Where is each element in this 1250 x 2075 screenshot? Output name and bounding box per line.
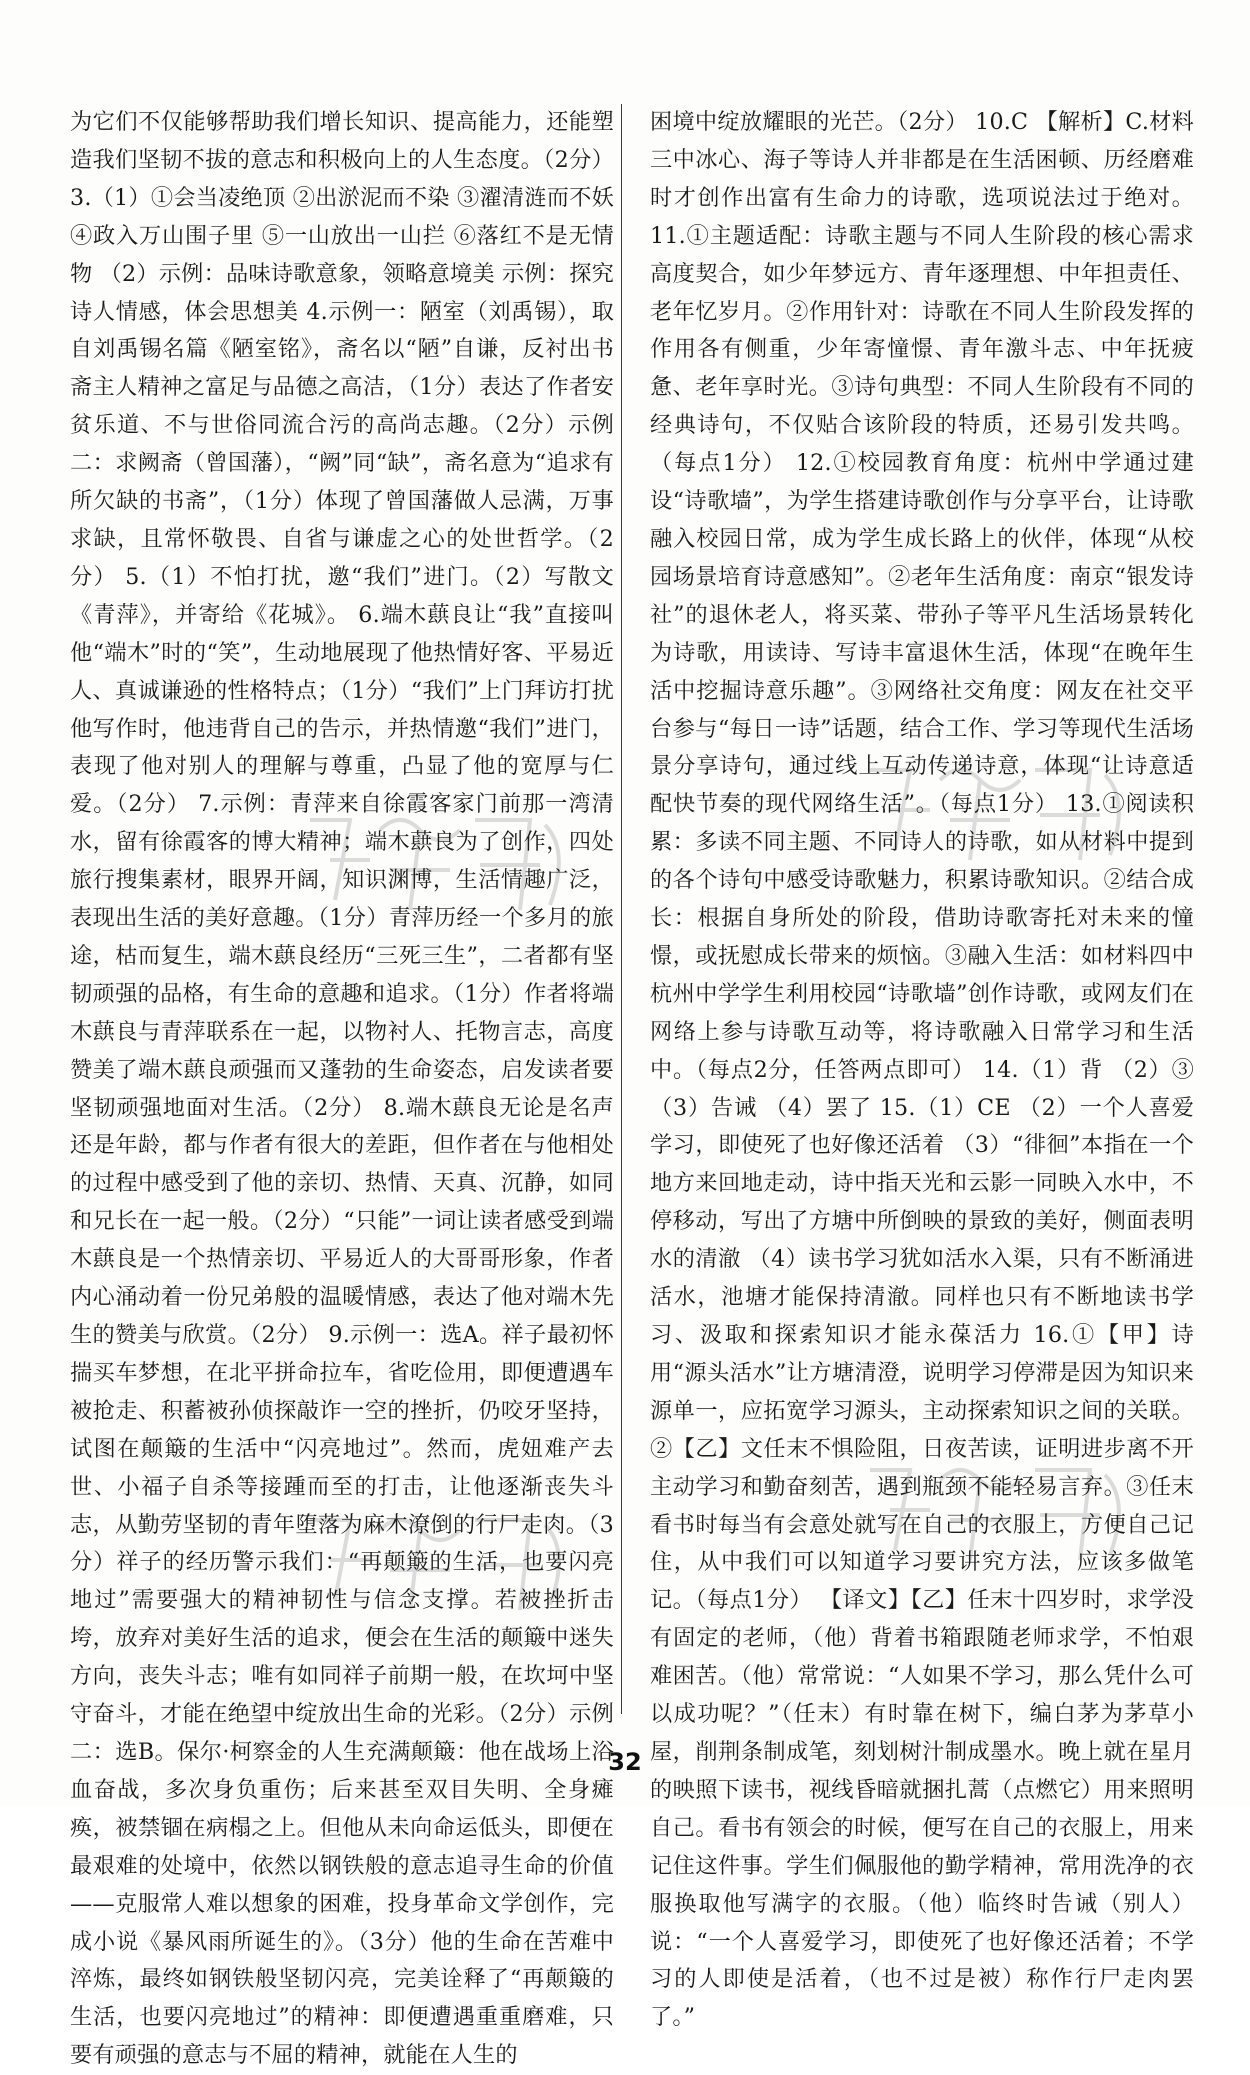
- right-column: [650, 104, 1194, 2031]
- left-column: [70, 104, 614, 2069]
- left-column-text: 为它们不仅能够帮助我们增长知识、提高能力，还能塑造我们坚韧不拔的意志和积极向上的人生态度。（2分） 3.（1）①会当凌绝顶 ②出淤泥而不染 ③濯清涟而不妖 ④政入万山围子里 ⑤一山放出一山拦 ⑥落红不是无情物 （2）示例：品味诗歌意象，领略意境美 示例：探究诗人情感，体会思想美 4.示例一：陋室（刘禹锡），取自刘禹锡名篇《陋室铭》，斋名以“陋”自谦，反衬出书斋主人精神之富足与品德之高洁，（1分）表达了作者安贫乐道、不与世俗同流合污的高尚志趣。（2分）示例二：求阙斋（曾国藩），“阙”同“缺”，斋名意为“追求有所欠缺的书斋”，（1分）体现了曾国藩做人忌满，万事求缺，且常怀敬畏、自省与谦虚之心的处世哲学。（2分） 5.（1）不怕打扰，邀“我们”进门。（2）写散文《青萍》，并寄给《花城》。 6.端木蕻良让“我”直接叫他“端木”时的“笑”，生动地展现了他热情好客、平易近人、真诚谦逊的性格特点；（1分）“我们”上门拜访打扰他写作时，他违背自己的告示，并热情邀“我们”进门，表现了他对别人的理解与尊重，凸显了他的宽厚与仁爱。（2分） 7.示例：青萍来自徐霞客家门前那一湾清水，留有徐霞客的博大精神；端木蕻良为了创作，四处旅行搜集素材，眼界开阔，知识渊博，生活情趣广泛，表现出生活的美好意趣。（1分）青萍历经一个多月的旅途，枯而复生，端木蕻良经历“三死三生”，二者都有坚韧顽强的品格，有生命的意趣和追求。（1分）作者将端木蕻良与青萍联系在一起，以物衬人、托物言志，高度赞美了端木蕻良顽强而又蓬勃的生命姿态，启发读者要坚韧顽强地面对生活。（2分） 8.端木蕻良无论是名声还是年龄，都与作者有很大的差距，但作者在与他相处的过程中感受到了他的亲切、热情、天真、沉静，如同和兄长在一起一般。（2分）“只能”一词让读者感受到端木蕻良是一个热情亲切、平易近人的大哥哥形象，作者内心涌动着一份兄弟般的温暖情感，表达了他对端木先生的赞美与欣赏。（2分） 9.示例一：选A。祥子最初怀揣买车梦想，在北平拼命拉车，省吃俭用，即便遭遇车被抢走、积蓄被孙侦探敲诈一空的挫折，仍咬牙坚持，试图在颠簸的生活中“闪亮地过”。然而，虎妞难产去世、小福子自杀等接踵而至的打击，让他逐渐丧失斗志，从勤劳坚韧的青年堕落为麻木潦倒的行尸走肉。（3分）祥子的经历警示我们：“再颠簸的生活，也要闪亮地过”需要强大的精神韧性与信念支撑。若被挫折击垮，放弃对美好生活的追求，便会在生活的颠簸中迷失方向，丧失斗志；唯有如同祥子前期一般，在坎坷中坚守奋斗，才能在绝望中绽放出生命的光彩。（2分）示例二：选B。保尔·柯察金的人生充满颠簸：他在战场上浴血奋战，多次身负重伤；后来甚至双目失明、全身瘫痪，被禁锢在病榻之上。但他从未向命运低头，即便在最艰难的处境中，依然以钢铁般的意志追寻生命的价值——克服常人难以想象的困难，投身革命文学创作，完成小说《暴风雨所诞生的》。（3分）他的生命在苦难中淬炼，最终如钢铁般坚韧闪亮，完美诠释了“再颠簸的生活，也要闪亮地过”的精神：即便遭遇重重磨难，只要有顽强的意志与不屈的精神，就能在人生的: [70, 109, 614, 2069]
- right-column-text: 困境中绽放耀眼的光芒。（2分） 10.C 【解析】C.材料三中冰心、海子等诗人并非都是在生活困顿、历经磨难时才创作出富有生命力的诗歌，选项说法过于绝对。 11.①主题适配：诗歌主题与不同人生阶段的核心需求高度契合，如少年梦远方、青年逐理想、中年担责任、老年忆岁月。②作用针对：诗歌在不同人生阶段发挥的作用各有侧重，少年寄憧憬、青年激斗志、中年抚疲惫、老年享时光。③诗句典型：不同人生阶段有不同的经典诗句，不仅贴合该阶段的特质，还易引发共鸣。（每点1分） 12.①校园教育角度：杭州中学通过建设“诗歌墙”，为学生搭建诗歌创作与分享平台，让诗歌融入校园日常，成为学生成长路上的伙伴，体现“从校园场景培育诗意感知”。②老年生活角度：南京“银发诗社”的退休老人，将买菜、带孙子等平凡生活场景转化为诗歌，用读诗、写诗丰富退休生活，体现“在晚年生活中挖掘诗意乐趣”。③网络社交角度：网友在社交平台参与“每日一诗”话题，结合工作、学习等现代生活场景分享诗句，通过线上互动传递诗意，体现“让诗意适配快节奏的现代网络生活”。（每点1分） 13.①阅读积累：多读不同主题、不同诗人的诗歌，如从材料中提到的各个诗句中感受诗歌魅力，积累诗歌知识。②结合成长：根据自身所处的阶段，借助诗歌寄托对未来的憧憬，或抚慰成长带来的烦恼。③融入生活：如材料四中杭州中学学生利用校园“诗歌墙”创作诗歌，或网友们在网络上参与诗歌互动等，将诗歌融入日常学习和生活中。（每点2分，任答两点即可） 14.（1）背 （2）③ （3）告诫 （4）罢了 15.（1）CE （2）一个人喜爱学习，即使死了也好像还活着 （3）“徘徊”本指在一个地方来回地走动，诗中指天光和云影一同映入水中，不停移动，写出了方塘中所倒映的景致的美好，侧面表明水的清澈 （4）读书学习犹如活水入渠，只有不断涌进活水，池塘才能保持清澈。同样也只有不断地读书学习、汲取和探索知识才能永葆活力 16.①【甲】诗用“源头活水”让方塘清澄，说明学习停滞是因为知识来源单一，应拓宽学习源头，主动探索知识之间的关联。②【乙】文任末不惧险阻，日夜苦读，证明进步离不开主动学习和勤奋刻苦，遇到瓶颈不能轻易言弃。③任末看书时每当有会意处就写在自己的衣服上，方便自己记住，从中我们可以知道学习要讲究方法，应该多做笔记。（每点1分） 【译文】【乙】任末十四岁时，求学没有固定的老师，（他）背着书箱跟随老师求学，不怕艰难困苦。（他）常常说：“人如果不学习，那么凭什么可以成功呢？”（任末）有时靠在树下，编白茅为茅草小屋，削荆条制成笔，刻划树汁制成墨水。晚上就在星月的映照下读书，视线昏暗就捆扎蒿（点燃它）用来照明自己。看书有领会的时候，便写在自己的衣服上，用来记住这件事。学生们佩服他的勤学精神，常用洗净的衣服换取他写满字的衣服。（他）临终时告诫（别人）说：“一个人喜爱学习，即使死了也好像还活着；不学习的人即使是活着，（也不过是被）称作行尸走肉罢了。”: [650, 109, 1194, 2031]
- page-number: 32: [608, 1748, 642, 1776]
- column-divider: [621, 104, 622, 1714]
